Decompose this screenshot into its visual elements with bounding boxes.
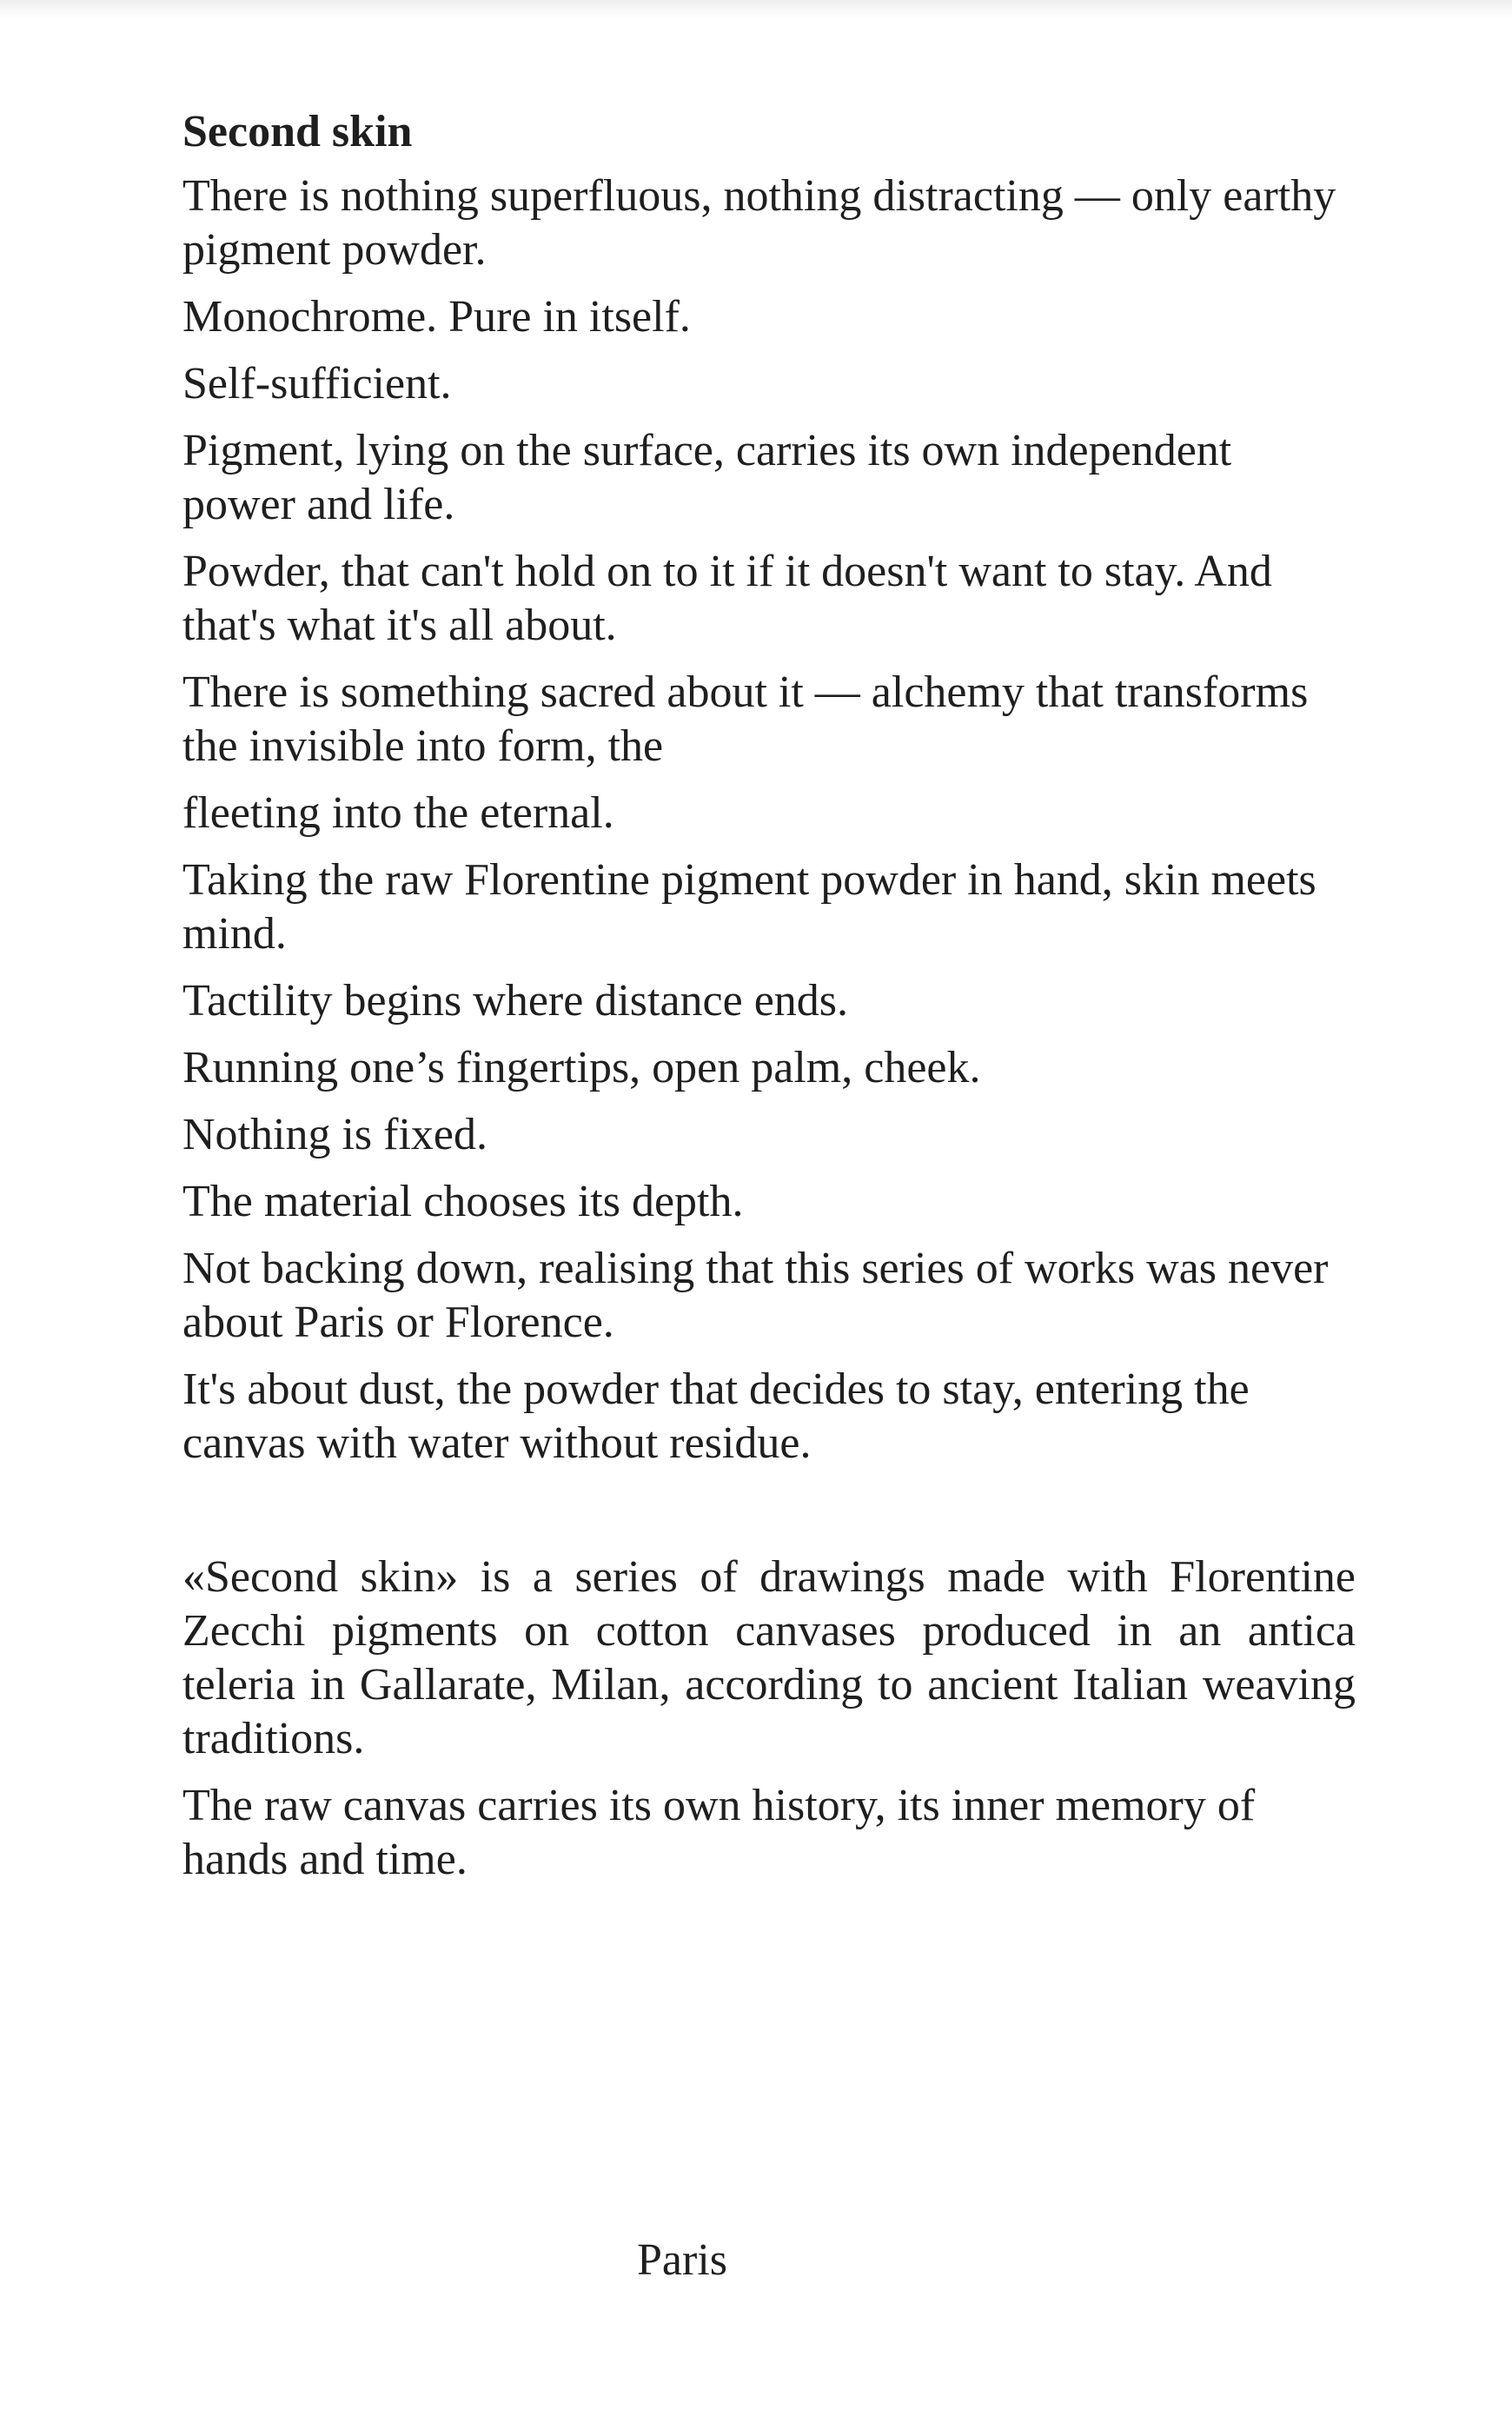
poem-line: The material chooses its depth. [182,1177,744,1226]
poem-line: It's about dust, the powder that decides to stay, entering the canvas with water without residue. [182,1364,1250,1468]
poem-line: Self-sufficient. [182,359,452,408]
description-paragraph: «Second skin» is a series of drawings made with Florentine Zecchi pigments on cotton canvases produced in an antica teleria in Gallarate, Milan, according to ancient Italian weaving traditions. [182,1552,1356,1763]
page-title: Second skin [182,107,413,156]
poem-line: Taking the raw Florentine pigment powder in hand, skin meets mind. [182,855,1316,959]
poem-line: fleeting into the eternal. [182,788,614,838]
poem-line: There is nothing superfluous, nothing distracting — only earthy pigment powder. [182,171,1336,275]
poem-line: Not backing down, realising that this series of works was never about Paris or Florence. [182,1244,1329,1347]
poem-line: There is something sacred about it — alchemy that transforms the invisible into form, the [182,667,1309,771]
description-paragraph: The raw canvas carries its own history, its inner memory of hands and time. [182,1781,1256,1884]
poem-line: Pigment, lying on the surface, carries its own independent power and life. [182,426,1232,529]
poem-line: Monochrome. Pure in itself. [182,292,691,342]
section-spacer [182,1484,1356,1550]
poem-line: Nothing is fixed. [182,1110,487,1159]
top-edge-shade [0,0,1512,19]
page-content [182,104,1356,1900]
poem-line: Running one’s fingertips, open palm, cheek. [182,1043,981,1092]
location-label: Paris [637,2235,727,2285]
poem-line: Tactility begins where distance ends. [182,976,849,1026]
poem-line: Powder, that can't hold on to it if it doesn't want to stay. And that's what it's all about. [182,547,1272,650]
